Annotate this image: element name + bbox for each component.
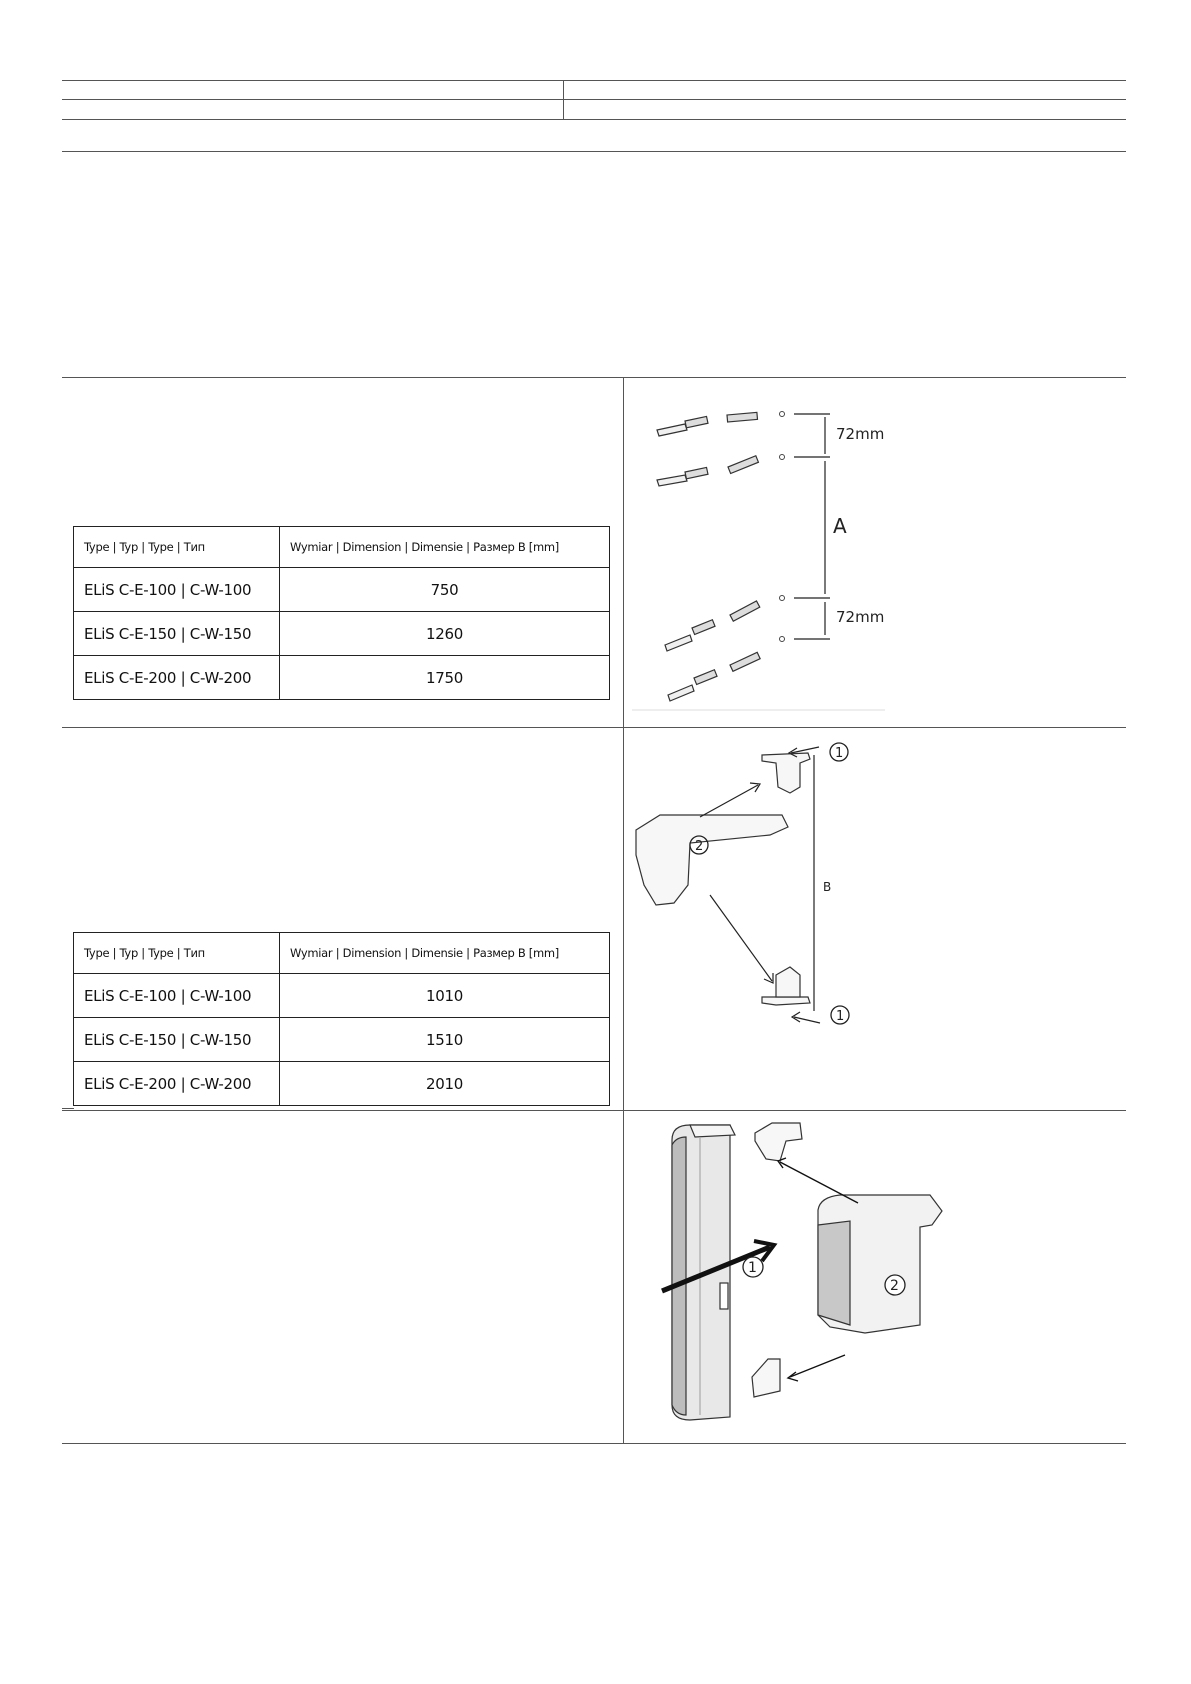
grid-rule-1	[62, 377, 1126, 378]
table-row	[74, 1062, 610, 1106]
drilling-diagram	[630, 395, 890, 715]
section-rule	[62, 151, 1126, 152]
callout-1-bottom-label: 1	[836, 1009, 845, 1024]
table-row	[74, 656, 610, 700]
wall-plug-icon	[657, 412, 760, 701]
assembly-arrows	[700, 747, 820, 1023]
hole-markers	[780, 412, 785, 642]
callout-2-label: 2	[890, 1278, 899, 1294]
table-header-row	[74, 933, 610, 974]
dimension-cell: 2010	[280, 1062, 610, 1106]
callout-1-top-label: 1	[835, 746, 844, 761]
table-row	[74, 568, 610, 612]
dim-a-label: A	[833, 514, 847, 538]
dim-b-label: B	[823, 880, 832, 894]
header-rule-top	[62, 80, 1126, 81]
dimension-column-header: Wymiar | Dimension | Dimensie | Размер B [mm]	[280, 933, 610, 974]
type-cell: ELiS C-E-150 | C-W-150	[74, 1018, 280, 1062]
dim-bottom-label: 72mm	[836, 608, 885, 626]
table-row	[74, 612, 610, 656]
dimension-cell: 1260	[280, 612, 610, 656]
grid-column-divider	[623, 377, 624, 1443]
header-rule-middle	[62, 99, 1126, 100]
table-b-underline-stub	[62, 1108, 74, 1109]
table-row	[74, 1018, 610, 1062]
bracket-icon	[636, 753, 810, 1005]
type-column-header: Type | Typ | Type | Тип	[74, 527, 280, 568]
table-header-row	[74, 527, 610, 568]
dimension-column-header: Wymiar | Dimension | Dimensie | Размер B [mm]	[280, 527, 610, 568]
grid-rule-3	[62, 1110, 1126, 1111]
dimension-cell: 1750	[280, 656, 610, 700]
speaker-mounting-diagram	[650, 1115, 960, 1435]
callout-2-label: 2	[695, 839, 704, 854]
table-row	[74, 974, 610, 1018]
header-divider	[563, 80, 564, 119]
type-column-header: Type | Typ | Type | Тип	[74, 933, 280, 974]
dimension-cell: 750	[280, 568, 610, 612]
dimension-lines	[794, 414, 830, 639]
type-cell: ELiS C-E-100 | C-W-100	[74, 568, 280, 612]
header-rule-bottom	[62, 119, 1126, 120]
mount-plate-icon	[818, 1195, 942, 1333]
type-cell: ELiS C-E-150 | C-W-150	[74, 612, 280, 656]
dimension-table-b	[73, 932, 610, 1106]
bracket-diagram	[630, 735, 870, 1035]
type-cell: ELiS C-E-200 | C-W-200	[74, 656, 280, 700]
type-cell: ELiS C-E-100 | C-W-100	[74, 974, 280, 1018]
grid-rule-2	[62, 727, 1126, 728]
grid-rule-4	[62, 1443, 1126, 1444]
dimension-cell: 1010	[280, 974, 610, 1018]
dimension-table-a	[73, 526, 610, 700]
dimension-cell: 1510	[280, 1018, 610, 1062]
dim-top-label: 72mm	[836, 425, 885, 443]
type-cell: ELiS C-E-200 | C-W-200	[74, 1062, 280, 1106]
callout-1-label: 1	[748, 1260, 757, 1276]
